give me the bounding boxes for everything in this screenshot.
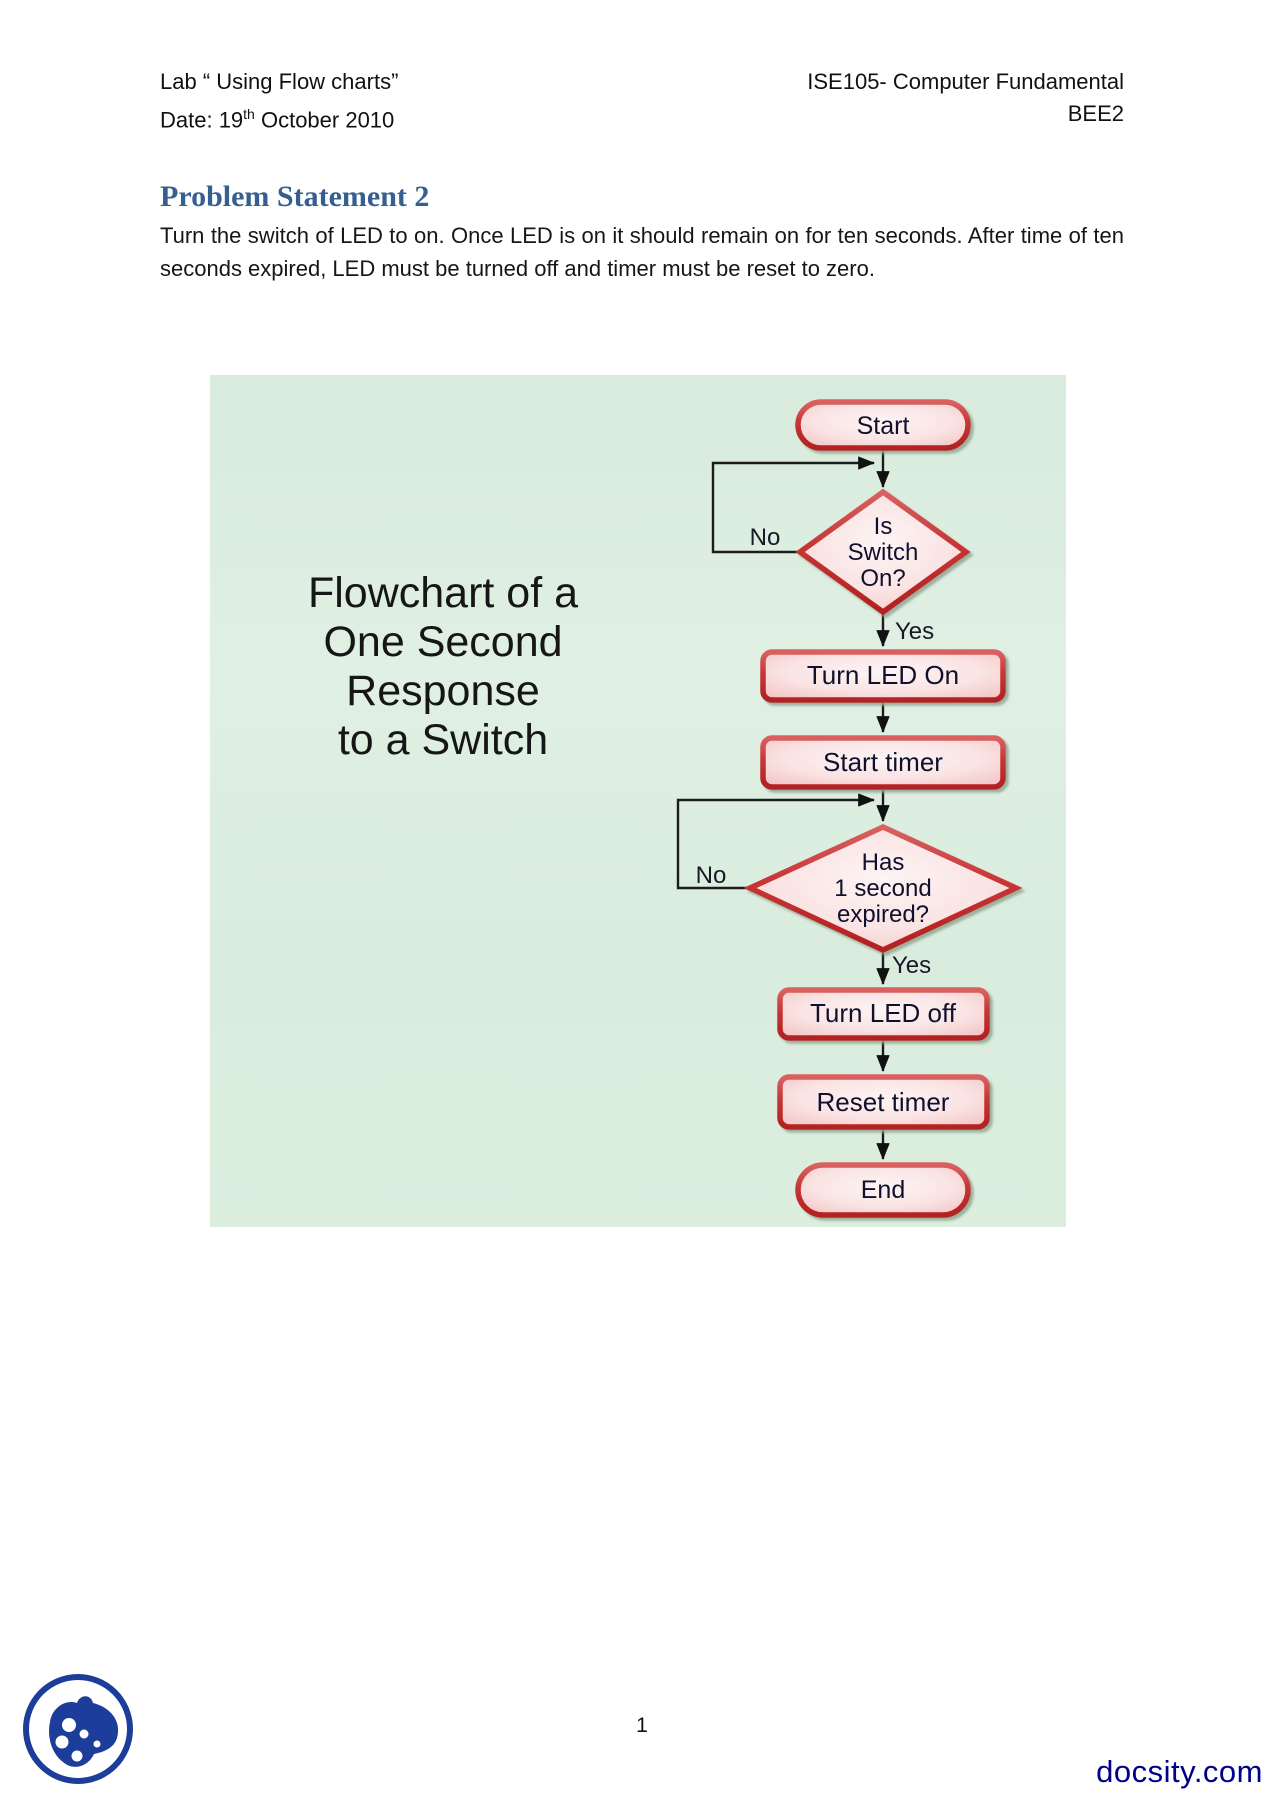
process-start-timer — [763, 738, 1003, 787]
no-label-2: No — [695, 862, 727, 889]
problem-statement-heading: Problem Statement 2 — [160, 180, 430, 213]
problem-statement-text: Turn the switch of LED to on. Once LED is on it should remain on for ten seconds. After time of ten seconds expired, LED must be turned off and timer must be reset to zero. — [160, 223, 1124, 281]
caption-line-4: to a Switch — [337, 716, 549, 764]
process1-label: Turn LED On — [806, 660, 960, 690]
caption-line-3: Response — [346, 667, 540, 715]
page-number: 1 — [636, 1714, 648, 1737]
process-turn-led-off — [780, 990, 987, 1038]
end-terminator — [798, 1165, 968, 1215]
logo-hole-2 — [80, 1730, 89, 1739]
process-turn-led-on — [763, 652, 1003, 700]
flowchart-diagram — [210, 375, 1066, 1227]
docsity-logo[interactable] — [20, 1668, 136, 1790]
process4-label: Reset timer — [816, 1087, 950, 1117]
logo-hole-1 — [62, 1718, 76, 1732]
end-label: End — [860, 1176, 906, 1204]
decision2-line-1: Has — [861, 849, 905, 876]
decision1-line-3: On? — [860, 565, 906, 592]
decision1-line-2: Switch — [847, 539, 919, 566]
caption-line-2: One Second — [323, 618, 563, 666]
flowchart-caption — [308, 569, 578, 764]
no-label-1: No — [749, 524, 781, 551]
header-course: ISE105- Computer Fundamental — [807, 69, 1124, 94]
decision2-line-3: expired? — [836, 901, 930, 928]
header-section: BEE2 — [1067, 101, 1124, 126]
logo-hole-3 — [56, 1736, 69, 1749]
start-label: Start — [856, 412, 910, 440]
process-reset-timer — [780, 1077, 987, 1127]
logo-hole-4 — [72, 1751, 83, 1762]
header-date: Date: 19th October 2010 — [160, 106, 395, 133]
decision-has-1-second-expired — [750, 827, 1016, 950]
docsity-watermark-link[interactable]: docsity.com — [1096, 1754, 1263, 1789]
header-left — [160, 66, 398, 136]
start-terminator — [798, 402, 968, 448]
process2-label: Start timer — [823, 747, 943, 777]
header-lab-title: Lab “ Using Flow charts” — [160, 69, 399, 94]
header-right — [807, 66, 1124, 130]
decision1-line-1: Is — [873, 513, 893, 540]
decision2-line-2: 1 second — [834, 875, 932, 902]
flowchart-panel — [210, 375, 1066, 1227]
decision-is-switch-on — [800, 492, 966, 612]
logo-hole-5 — [94, 1741, 101, 1748]
yes-label-2: Yes — [892, 952, 932, 979]
process3-label: Turn LED off — [810, 998, 956, 1028]
yes-label-1: Yes — [895, 618, 935, 645]
caption-line-1: Flowchart of a — [307, 569, 579, 617]
